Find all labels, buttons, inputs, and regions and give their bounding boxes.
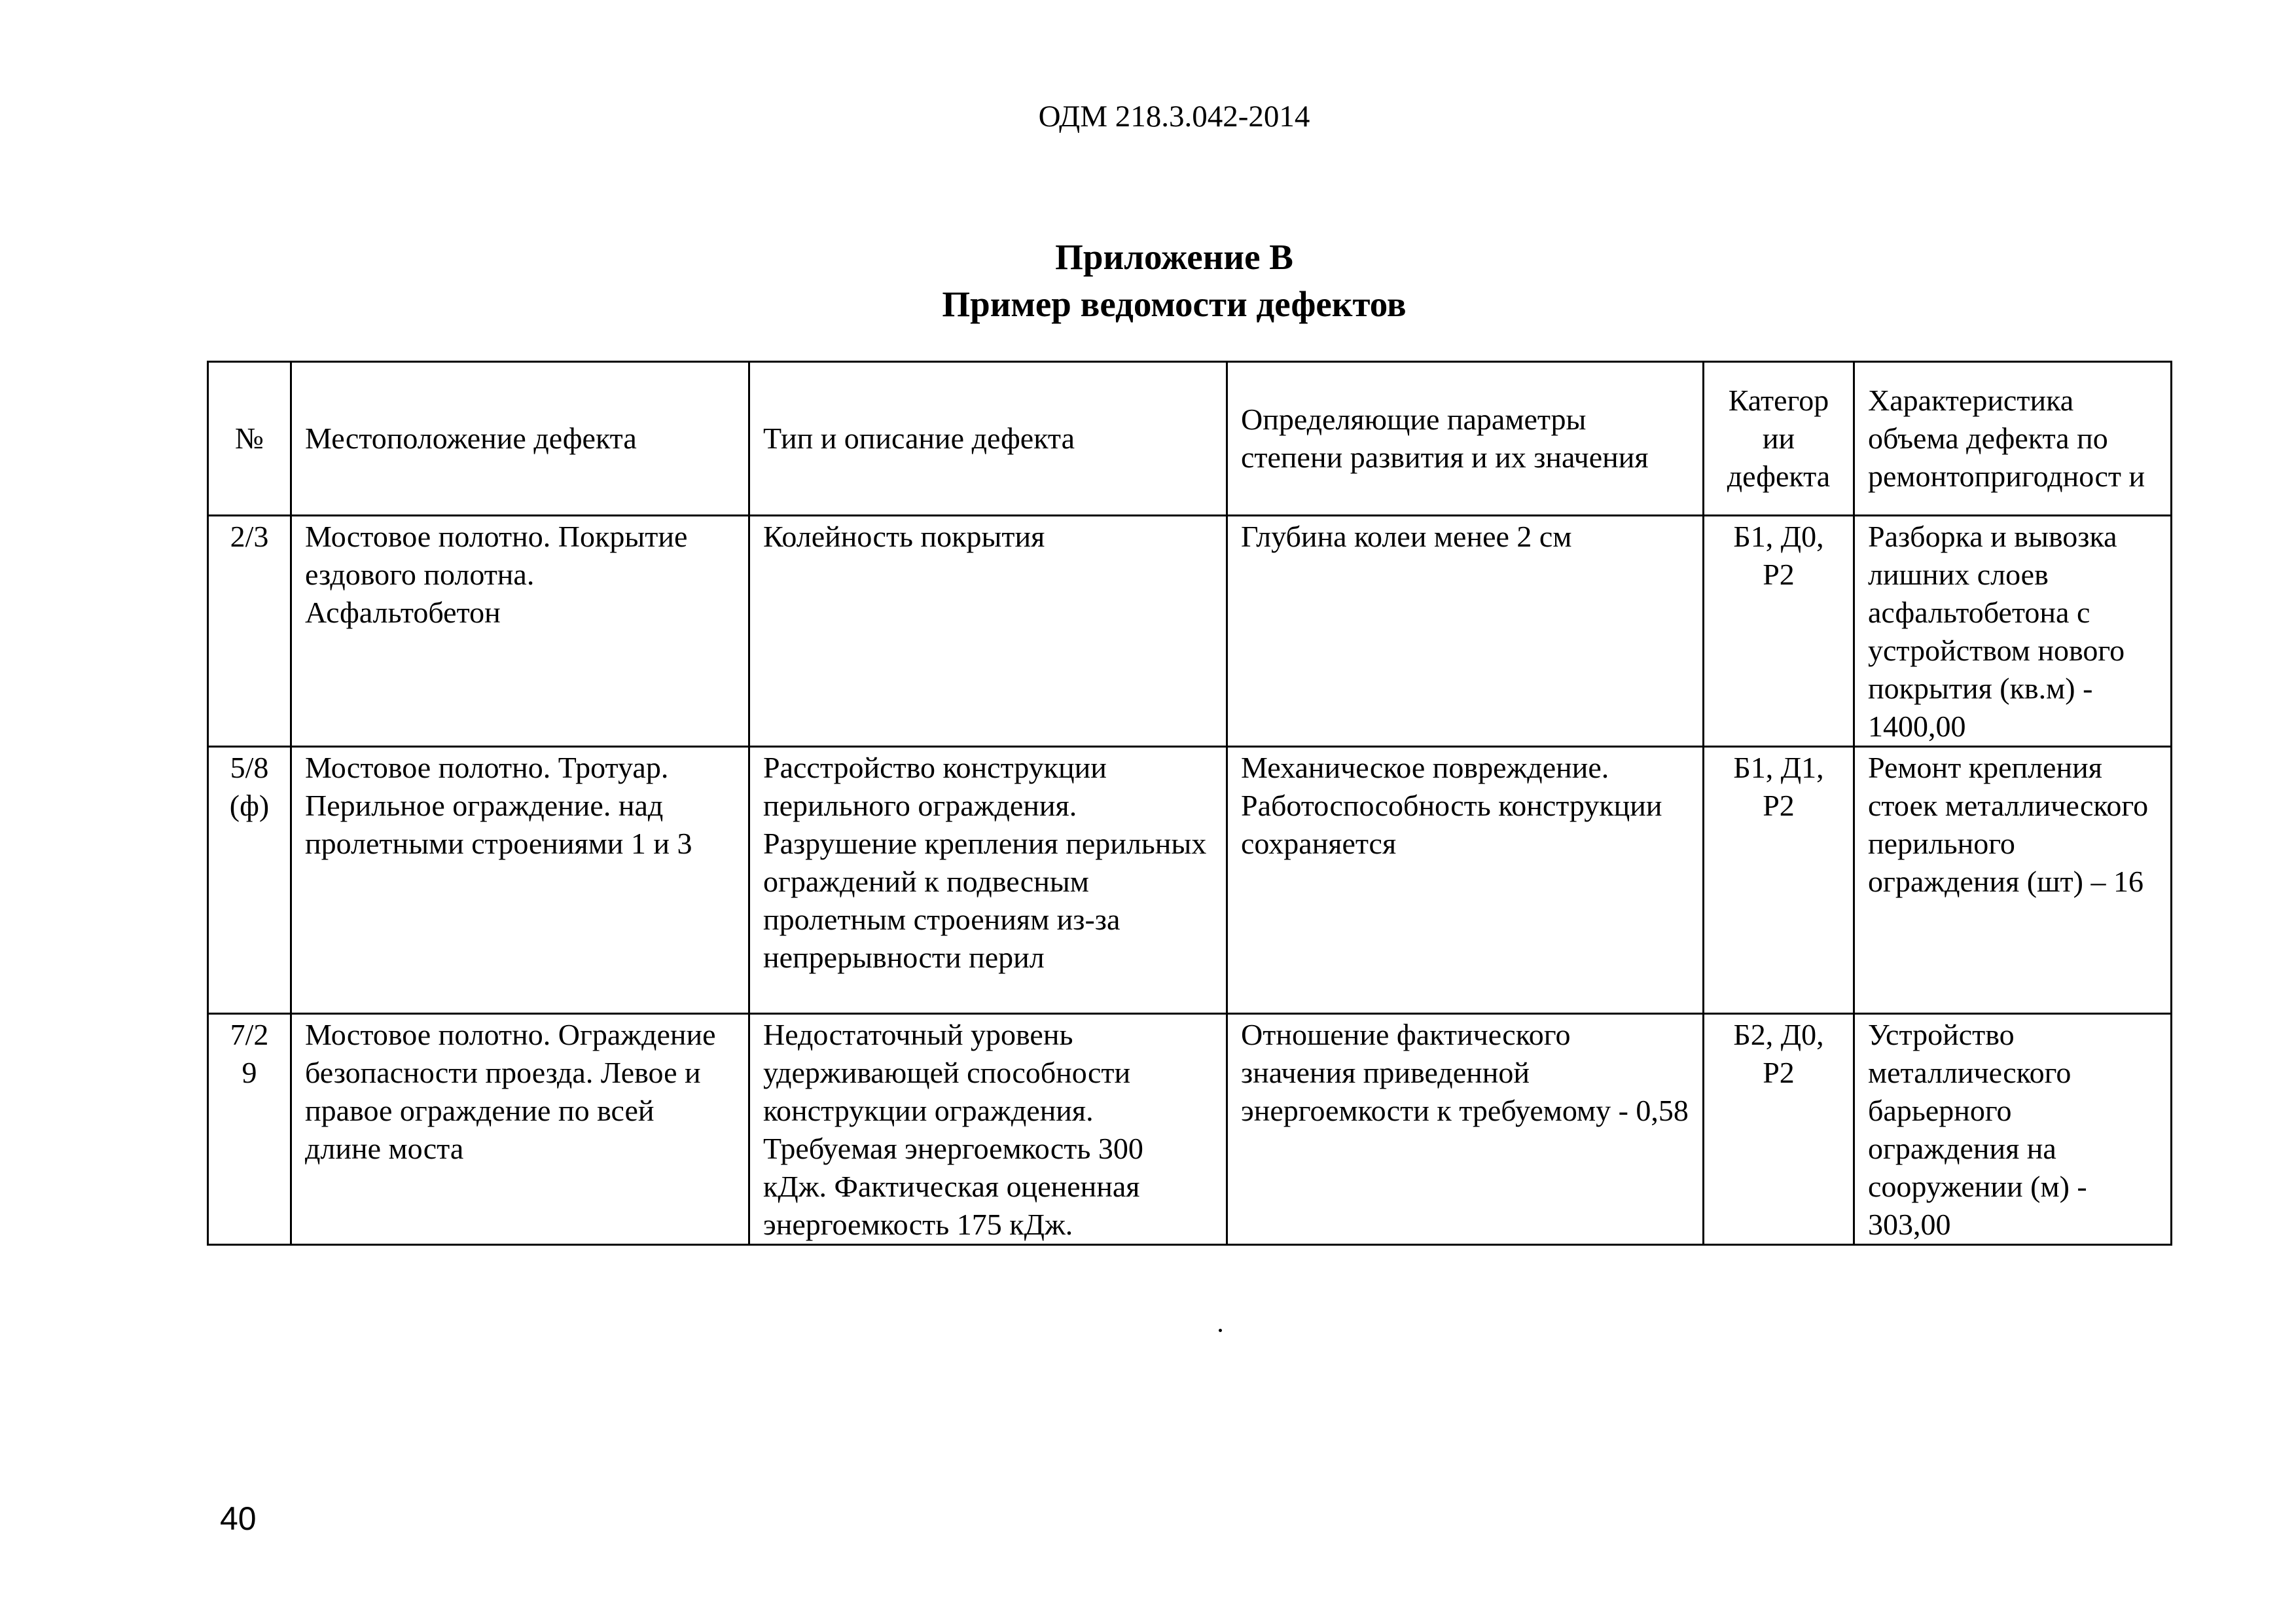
table-row xyxy=(208,747,2172,1014)
cell-location: Мостовое полотно. Тротуар. Перильное ограждение. над пролетными строениями 1 и 3 xyxy=(291,747,749,1014)
header-parameters: Определяющие параметры степени развития и их значения xyxy=(1227,362,1704,516)
cell-description: Колейность покрытия xyxy=(749,516,1227,747)
table-row xyxy=(208,1014,2172,1245)
cell-volume: Устройство металлического барьерного ограждения на сооружении (м) - 303,00 xyxy=(1854,1014,2172,1245)
cell-parameters: Глубина колеи менее 2 см xyxy=(1227,516,1704,747)
header-volume: Характеристика объема дефекта по ремонтопригодност и xyxy=(1854,362,2172,516)
document-code: ОДМ 218.3.042-2014 xyxy=(1038,99,1310,134)
cell-number: 2/3 xyxy=(208,516,291,747)
header-category: Категор ии дефекта xyxy=(1704,362,1854,516)
cell-number: 7/2 9 xyxy=(208,1014,291,1245)
header-number: № xyxy=(208,362,291,516)
page-number: 40 xyxy=(220,1500,257,1537)
table-row xyxy=(208,516,2172,747)
header-location: Местоположение дефекта xyxy=(291,362,749,516)
cell-category: Б2, Д0, Р2 xyxy=(1704,1014,1854,1245)
cell-volume: Ремонт крепления стоек металлического перильного ограждения (шт) – 16 xyxy=(1854,747,2172,1014)
appendix-subtitle: Пример ведомости дефектов xyxy=(942,284,1407,324)
table-header-row xyxy=(208,362,2172,516)
cell-parameters: Механическое повреждение. Работоспособность конструкции сохраняется xyxy=(1227,747,1704,1014)
cell-volume: Разборка и вывозка лишних слоев асфальтобетона с устройством нового покрытия (кв.м) - 1400,00 xyxy=(1854,516,2172,747)
cell-category: Б1, Д0, Р2 xyxy=(1704,516,1854,747)
stray-dot xyxy=(1219,1329,1222,1332)
appendix-title: Приложение В xyxy=(1055,237,1293,277)
cell-parameters: Отношение фактического значения приведенной энергоемкости к требуемому - 0,58 xyxy=(1227,1014,1704,1245)
header-description: Тип и описание дефекта xyxy=(749,362,1227,516)
cell-description: Недостаточный уровень удерживающей способности конструкции ограждения. Требуемая энергоемкость 300 кДж. Фактическая оцененная энергоемкость 175 кДж. xyxy=(749,1014,1227,1245)
cell-description: Расстройство конструкции перильного ограждения. Разрушение крепления перильных ограждений к подвесным пролетным строениям из-за непрерывности перил xyxy=(749,747,1227,1014)
cell-number: 5/8 (ф) xyxy=(208,747,291,1014)
cell-location: Мостовое полотно. Ограждение безопасности проезда. Левое и правое ограждение по всей длине моста xyxy=(291,1014,749,1245)
defects-table xyxy=(207,361,2172,1246)
cell-location: Мостовое полотно. Покрытие ездового полотна. Асфальтобетон xyxy=(291,516,749,747)
cell-category: Б1, Д1, Р2 xyxy=(1704,747,1854,1014)
